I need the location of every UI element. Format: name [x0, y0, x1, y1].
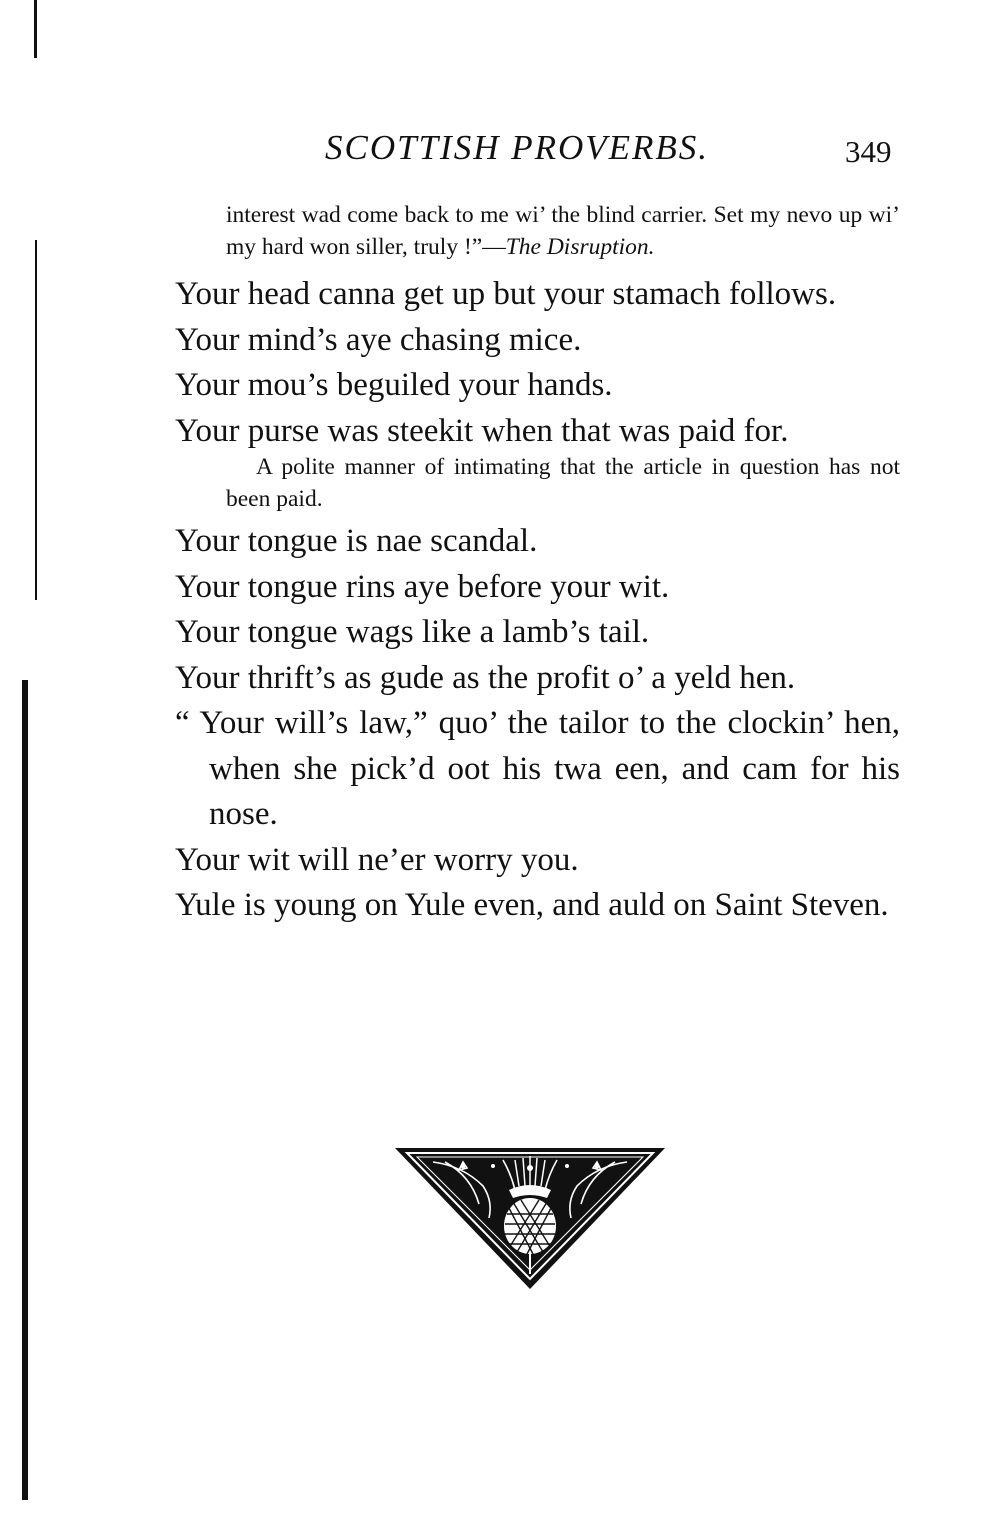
page-header — [0, 128, 1000, 178]
page-body — [175, 200, 900, 929]
proverb-entry: “ Your will’s law,” quo’ the tailor to the clockin’ hen, when she pick’d oot his twa een, and cam for his nose. — [175, 705, 900, 832]
scan-edge-mark — [35, 240, 37, 600]
continuation-note — [226, 200, 900, 263]
running-title: SCOTTISH PROVERBS. — [325, 128, 710, 167]
explanatory-note: A polite manner of intimating that the article in question has not been paid. — [226, 454, 900, 512]
scan-edge-mark — [34, 0, 37, 58]
proverb-entry: Your mou’s beguiled your hands. — [175, 367, 613, 403]
proverb-entry: Your tongue is nae scandal. — [175, 523, 538, 559]
source-citation: The Disruption. — [505, 233, 655, 260]
proverb-entry: Your head canna get up but your stamach follows. — [175, 276, 837, 312]
proverb-entry: Your mind’s aye chasing mice. — [175, 321, 582, 358]
proverb-entry: Yule is young on Yule even, and auld on Saint Steven. — [175, 887, 889, 923]
proverb-entry: Your tongue wags like a lamb’s tail. — [175, 614, 650, 650]
continuation-note-text: interest wad come back to me wi’ the blind carrier. Set my nevo up wi’ my hard won siller, truly !”— — [226, 202, 900, 260]
scan-edge-mark — [22, 680, 28, 1500]
thistle-triangle-ornament-icon — [393, 1146, 667, 1291]
proverb-entry: Your purse was steekit when that was paid for. — [175, 412, 789, 449]
ornament-svg — [393, 1146, 667, 1291]
page-number: 349 — [845, 134, 892, 169]
proverb-entry: Your tongue rins aye before your wit. — [175, 568, 670, 605]
proverb-entry: Your thrift’s as gude as the profit o’ a yeld hen. — [175, 659, 796, 696]
scan-edge — [22, 0, 28, 1533]
proverb-entry: Your wit will ne’er worry you. — [175, 841, 579, 878]
